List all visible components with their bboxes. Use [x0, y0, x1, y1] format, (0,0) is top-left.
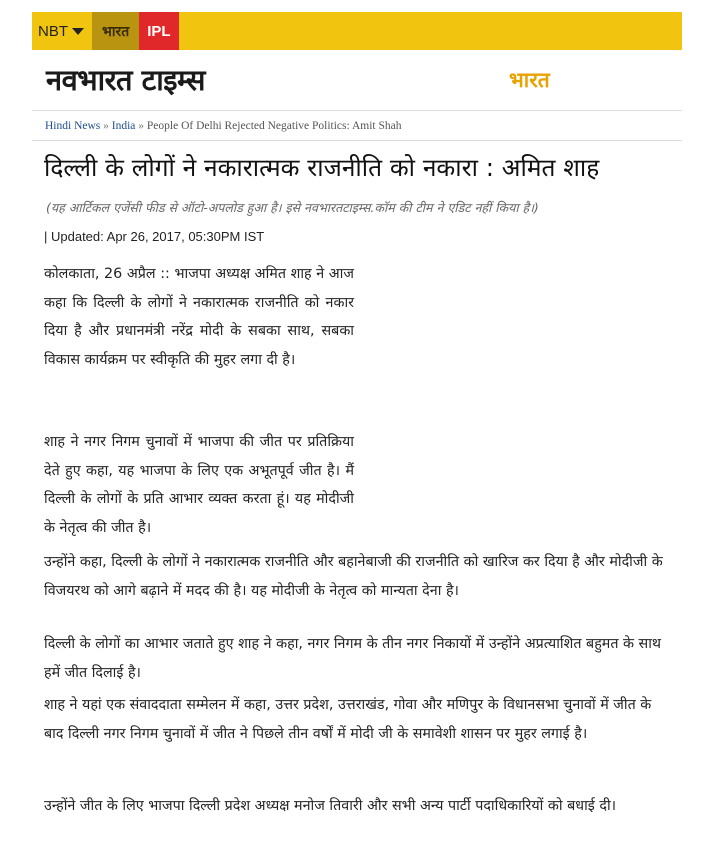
- breadcrumb-current: People Of Delhi Rejected Negative Politics: Amit Shah: [146, 120, 402, 132]
- caret-down-icon: [72, 28, 84, 35]
- breadcrumb-separator: »: [103, 120, 109, 132]
- article-paragraph: कोलकाता, 26 अप्रैल :: भाजपा अध्यक्ष अमित शाह ने आज कहा कि दिल्ली के लोगों ने नकारात्मक राजनीति को नकार दिया है और प्रधानमंत्री नरेंद्र मोदी के सबका साथ, सबका विकास कार्यक्रम पर स्वीकृति की मुहर लगा दी है।: [44, 266, 354, 368]
- nbt-label: NBT: [38, 22, 68, 40]
- breadcrumb-section-link[interactable]: India: [111, 120, 136, 132]
- breadcrumb: [45, 120, 401, 132]
- article-paragraph: उन्होंने जीत के लिए भाजपा दिल्ली प्रदेश अध्यक्ष मनोज तिवारी और सभी अन्य पार्टी पदाधिकारियों को बधाई दी।: [44, 798, 617, 814]
- article-paragraph: उन्होंने कहा, दिल्ली के लोगों ने नकारात्मक राजनीति और बहानेबाजी की राजनीति को खारिज कर दिया है और मोदीजी के विजयरथ को आगे बढ़ाने में मदद की है। यह मोदीजी के नेतृत्व को मान्यता देना है।: [44, 554, 663, 599]
- top-navigation-bar: [32, 12, 682, 50]
- breadcrumb-divider: [32, 140, 682, 141]
- article-headline: दिल्ली के लोगों ने नकारात्मक राजनीति को नकारा : अमित शाह: [44, 153, 600, 182]
- site-logo[interactable]: नवभारत टाइम्स: [46, 63, 205, 97]
- breadcrumb-home-link[interactable]: Hindi News: [45, 120, 101, 132]
- updated-timestamp: | Updated: Apr 26, 2017, 05:30PM IST: [44, 229, 265, 244]
- article-paragraph: शाह ने नगर निगम चुनावों में भाजपा की जीत पर प्रतिक्रिया देते हुए कहा, यह भाजपा के लिए एक अभूतपूर्व जीत है। मैं दिल्ली के लोगों के प्रति आभार व्यक्त करता हूं। यह मोदीजी के नेतृत्व की जीत है।: [44, 434, 354, 536]
- section-title[interactable]: भारत: [509, 68, 550, 92]
- header-divider: [32, 110, 682, 111]
- agency-feed-note: (यह आर्टिकल एजेंसी फीड से ऑटो-अपलोड हुआ है। इसे नवभारतटाइम्स.कॉम की टीम ने एडिट नहीं किया है।): [46, 200, 539, 215]
- nav-tab-bharat[interactable]: भारत: [92, 12, 139, 50]
- nav-tab-ipl[interactable]: IPL: [139, 12, 178, 50]
- article-paragraph: शाह ने यहां एक संवाददाता सम्मेलन में कहा, उत्तर प्रदेश, उत्तराखंड, गोवा और मणिपुर के विधानसभा चुनावों में जीत के बाद दिल्ली नगर निगम चुनावों में जीत ने पिछले तीन वर्षों में मोदी जी के समावेशी शासन पर मुहर लगाई है।: [44, 697, 652, 742]
- nbt-menu-dropdown[interactable]: [32, 12, 92, 50]
- breadcrumb-separator: »: [138, 120, 145, 132]
- article-paragraph: दिल्ली के लोगों का आभार जताते हुए शाह ने कहा, नगर निगम के तीन नगर निकायों में उन्होंने अप्रत्याशित बहुमत के साथ हमें जीत दिलाई है।: [44, 636, 662, 681]
